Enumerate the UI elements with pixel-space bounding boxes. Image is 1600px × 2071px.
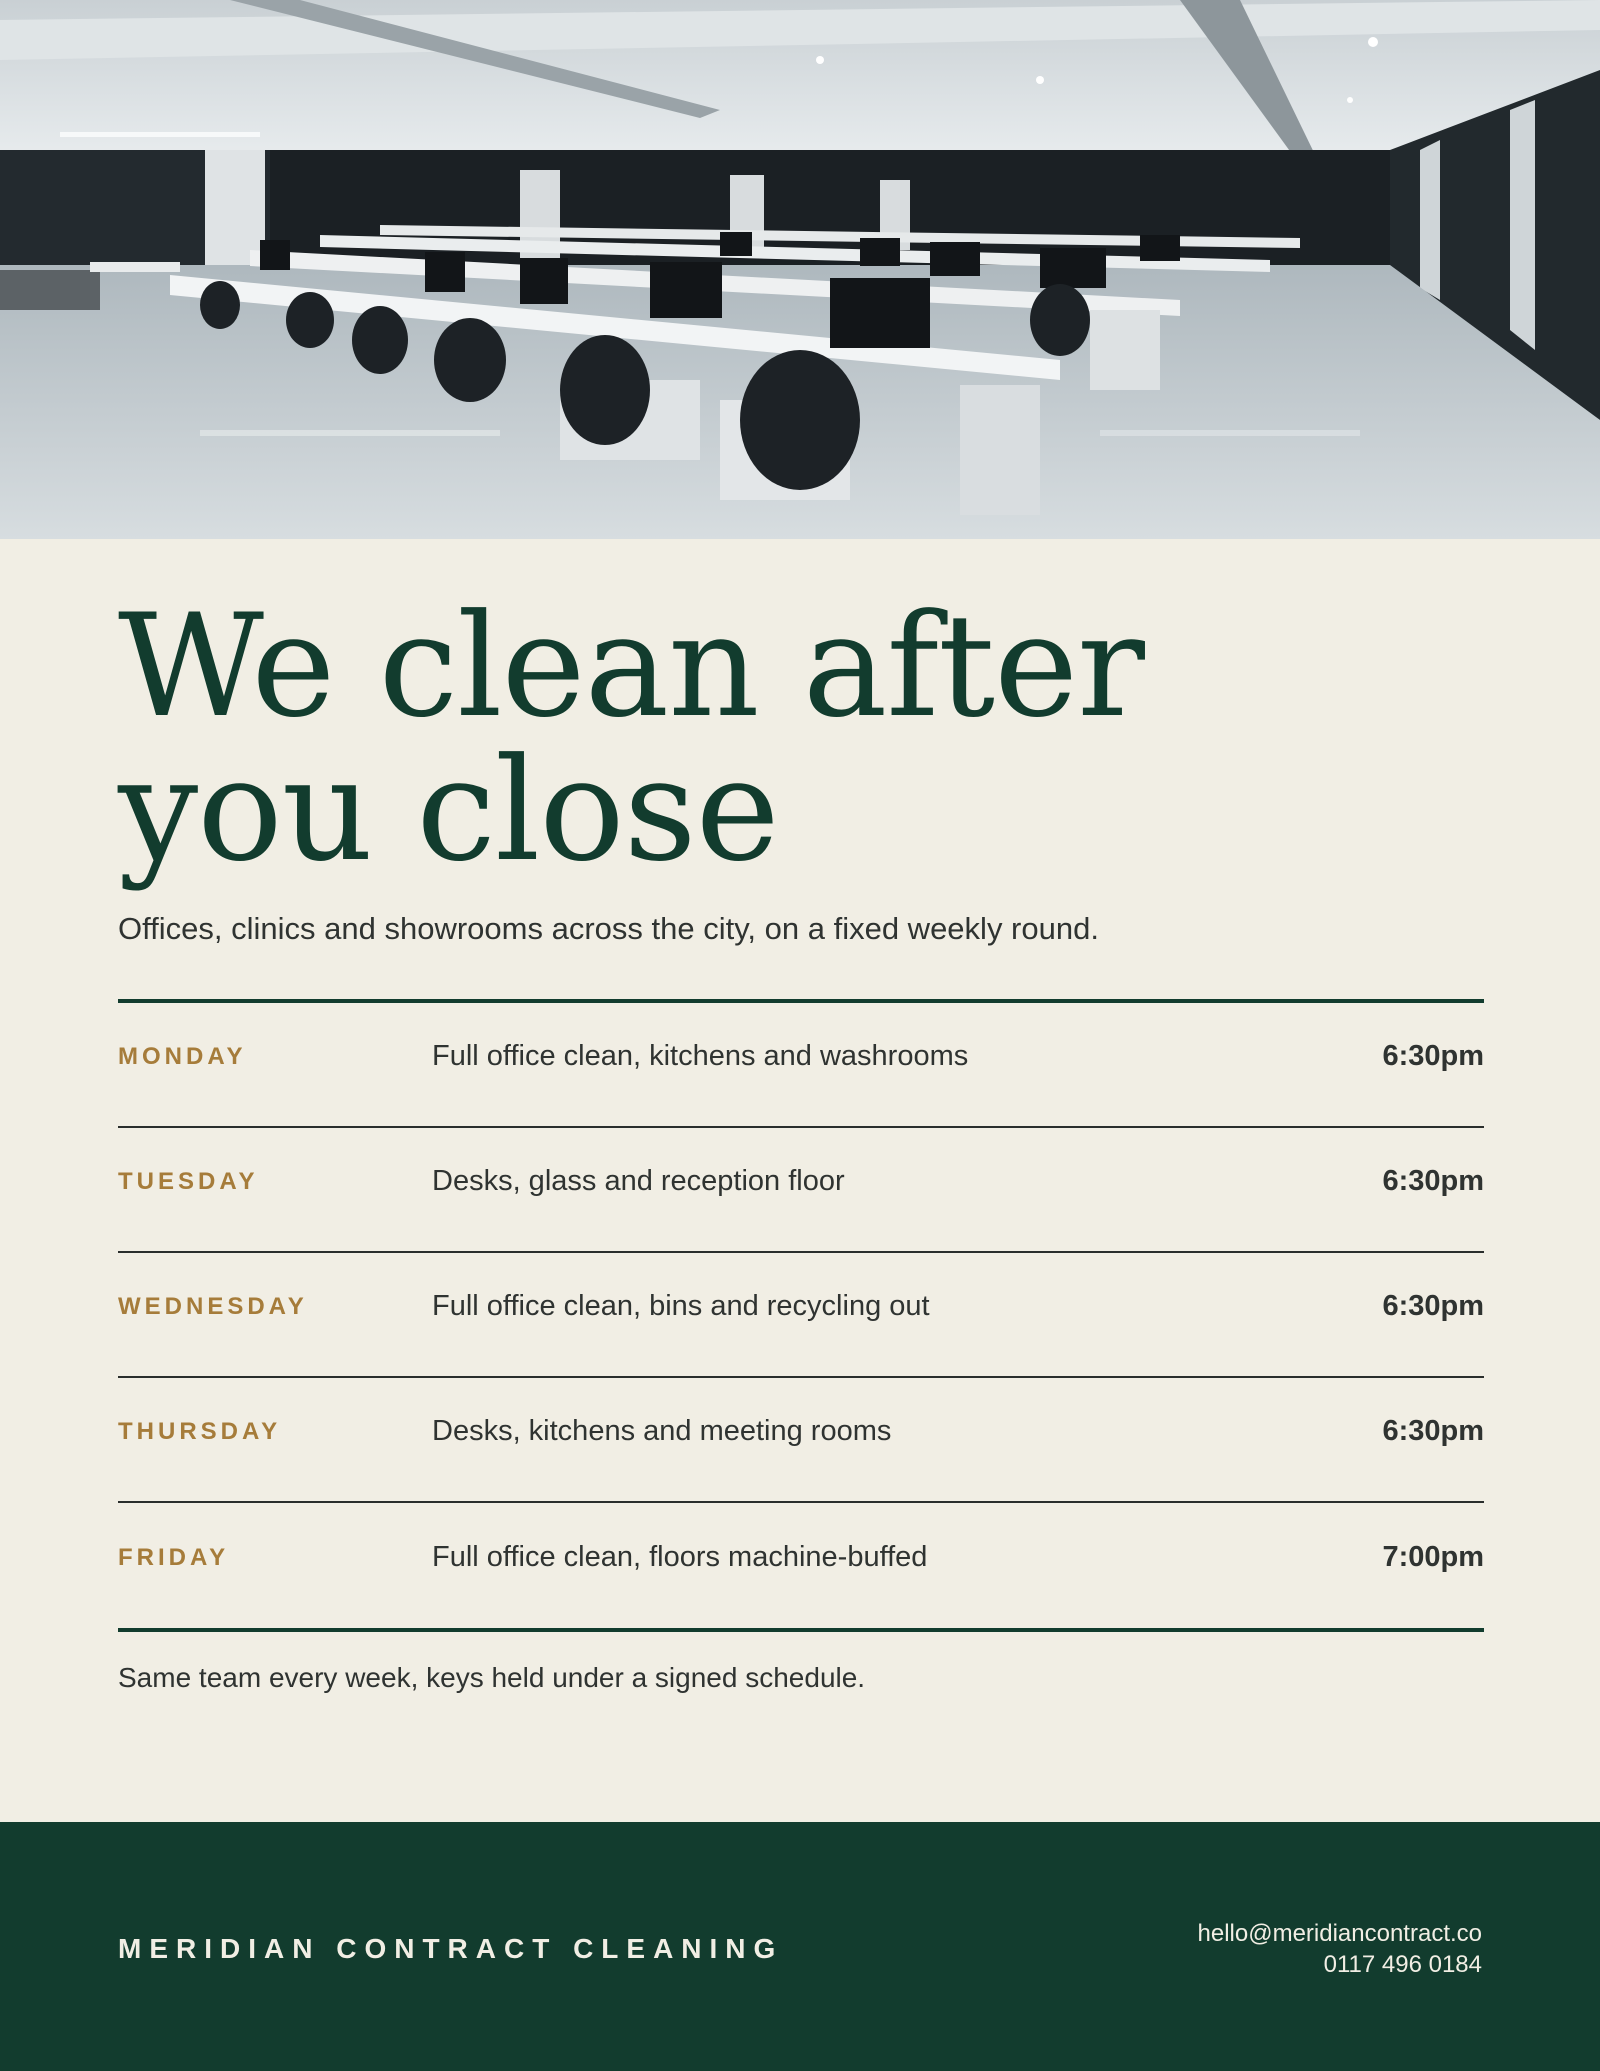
schedule-task: Full office clean, kitchens and washrooms xyxy=(432,1040,969,1072)
schedule-task: Full office clean, floors machine-buffed xyxy=(432,1541,928,1573)
schedule-time: 6:30pm xyxy=(1382,1165,1484,1197)
schedule-time: 6:30pm xyxy=(1382,1290,1484,1322)
weekly-schedule xyxy=(118,999,1484,1632)
schedule-task: Desks, glass and reception floor xyxy=(432,1165,845,1197)
schedule-time: 7:00pm xyxy=(1382,1541,1484,1573)
schedule-day: MONDAY xyxy=(118,1042,247,1070)
hero-office-photo xyxy=(0,0,1600,539)
schedule-task: Desks, kitchens and meeting rooms xyxy=(432,1415,892,1447)
schedule-note: Same team every week, keys held under a signed schedule. xyxy=(118,1662,866,1693)
contact-block xyxy=(1198,1918,1483,1980)
company-name: MERIDIAN CONTRACT CLEANING xyxy=(118,1933,784,1964)
schedule-time: 6:30pm xyxy=(1382,1415,1484,1447)
schedule-day: TUESDAY xyxy=(118,1167,259,1195)
schedule-row-wednesday xyxy=(118,1253,1484,1378)
contact-phone[interactable]: 0117 496 0184 xyxy=(1323,1951,1482,1978)
schedule-row-tuesday xyxy=(118,1128,1484,1253)
contact-email[interactable]: hello@meridiancontract.co xyxy=(1197,1920,1482,1947)
schedule-row-thursday xyxy=(118,1378,1484,1503)
main-content xyxy=(118,539,1484,1694)
page-subtitle: Offices, clinics and showrooms across the city, on a fixed weekly round. xyxy=(118,911,1099,946)
footer xyxy=(0,1822,1600,2071)
schedule-time: 6:30pm xyxy=(1382,1040,1484,1072)
schedule-day: WEDNESDAY xyxy=(118,1292,308,1320)
page-headline: We clean after you close xyxy=(118,584,1144,893)
schedule-day: FRIDAY xyxy=(118,1543,230,1571)
schedule-day: THURSDAY xyxy=(118,1417,282,1445)
schedule-row-friday xyxy=(118,1503,1484,1628)
schedule-task: Full office clean, bins and recycling out xyxy=(432,1290,930,1322)
schedule-row-monday xyxy=(118,1003,1484,1128)
